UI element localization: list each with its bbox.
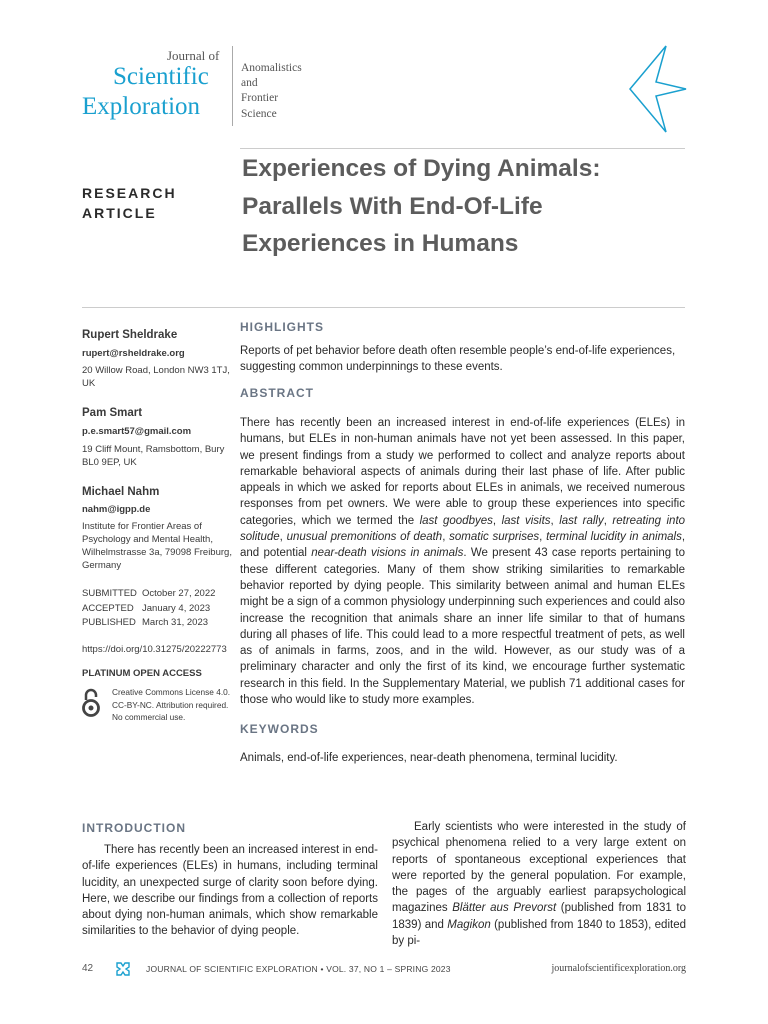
author-email[interactable]: rupert@rsheldrake.org bbox=[82, 348, 185, 359]
masthead-rule bbox=[240, 148, 685, 149]
date-row: SUBMITTED October 27, 2022 bbox=[82, 588, 216, 599]
license-text: Creative Commons License 4.0. CC-BY-NC. Attribution required. No commercial use. bbox=[112, 687, 231, 722]
highlights-text: Reports of pet behavior before death often resemble people’s end-of-life experiences, suggesting common underpinnings to these events. bbox=[240, 345, 676, 374]
author-email[interactable]: nahm@igpp.de bbox=[82, 504, 151, 515]
keywords-text: Animals, end-of-life experiences, near-death phenomena, terminal lucidity. bbox=[240, 752, 618, 764]
open-access-lock-icon bbox=[80, 688, 102, 718]
introduction-left-text: There has recently been an increased interest in end-of-life experiences (ELEs) in humans, including terminal lucidity, an unexpected surge of clarity soon before dying. Here, we describe our findings from a collection of reports about dying non-human animals, which show remarkable similarities to the behavior of dying people. bbox=[82, 844, 378, 938]
abstract-heading: ABSTRACT bbox=[240, 386, 314, 400]
highlights-heading: HIGHLIGHTS bbox=[240, 320, 324, 334]
date-row: PUBLISHED March 31, 2023 bbox=[82, 617, 209, 628]
publication-dates bbox=[82, 587, 215, 631]
author-name: Rupert Sheldrake bbox=[82, 329, 178, 341]
abstract-text: There has recently been an increased interest in end-of-life experiences (ELEs) in humans, but ELEs in non-human animals have not yet been assessed. In this paper, we present findings from a study we performed to collect and analyze reports about remarkable behavioral aspects of animals during their last phase of life. After public appeals in which we asked for reports about ELEs in animals, we received numerous responses from pet owners. We were able to group these experiences into specific categories, which we termed the last goodbyes, last visits, last rally, retreating into solitude, unusual premonitions of death, somatic surprises, terminal lucidity in animals, and potential near-death visions in animals. We present 43 case reports pertaining to these different categories. Many of them show striking similarities to remarkable behavior reported by dying people. This similarity between animal and human ELEs might be a sign of a common physiology underpinning such experiences and could also increase the recognition that animals share an inner life similar to that of humans during all phases of life. This could lead to a more respectful treatment of pets, as well as of animals in farms, zoos, and in the wild. However, as our study was of a preliminary character and only the first of its kind, we encourage further systematic research in this field. In the Supplementary Material, we publish 71 additional cases for those who would like to study more examples. bbox=[240, 417, 686, 707]
keywords-heading: KEYWORDS bbox=[240, 722, 319, 736]
open-access-label: PLATINUM OPEN ACCESS bbox=[82, 668, 202, 679]
journal-prefix: Journal of bbox=[167, 48, 220, 63]
author-address: 20 Willow Road, London NW3 1TJ, UK bbox=[82, 365, 230, 389]
author-name: Michael Nahm bbox=[82, 486, 160, 498]
date-row: ACCEPTED January 4, 2023 bbox=[82, 602, 211, 614]
journal-emblem-icon bbox=[115, 961, 131, 977]
introduction-heading: INTRODUCTION bbox=[82, 821, 186, 835]
masthead-divider bbox=[232, 46, 233, 126]
author-name: Pam Smart bbox=[82, 407, 143, 419]
page-number: 42 bbox=[82, 963, 94, 974]
title-rule bbox=[82, 307, 685, 308]
footer-journal: JOURNAL OF SCIENTIFIC EXPLORATION • VOL. 37, NO 1 – SPRING 2023 bbox=[146, 964, 451, 974]
journal-name-line2: Exploration bbox=[82, 93, 201, 120]
article-type: RESEARCH ARTICLE bbox=[82, 185, 177, 221]
article-title: Experiences of Dying Animals: Parallels With End-Of-Life Experiences in Humans bbox=[242, 155, 601, 257]
journal-name-line1: Scientific bbox=[113, 63, 209, 90]
footer-website-link[interactable]: journalofscientificexploration.org bbox=[551, 963, 686, 974]
introduction-right-text: Early scientists who were interested in the study of psychical phenomena relied to a very large extent on reports of spontaneous exceptional experiences that were reported by the general population. For example, the pages of the arguably earliest parapsychological magazines Blätter aus Prevorst (published from 1831 to 1839) and Magikon (published from 1840 to 1853), edited by pi- bbox=[392, 821, 686, 948]
author-address: 19 Cliff Mount, Ramsbottom, Bury BL0 9EP, UK bbox=[82, 444, 225, 468]
doi-link[interactable]: https://doi.org/10.31275/20222773 bbox=[82, 644, 227, 655]
journal-logo-icon bbox=[618, 44, 690, 136]
journal-subtitle: Anomalistics and Frontier Science bbox=[241, 62, 302, 120]
author-email[interactable]: p.e.smart57@gmail.com bbox=[82, 426, 192, 437]
author-address: Institute for Frontier Areas of Psychology and Mental Health, Wilhelmstrasse 3a, 79098 Freiburg, Germany bbox=[82, 521, 232, 571]
